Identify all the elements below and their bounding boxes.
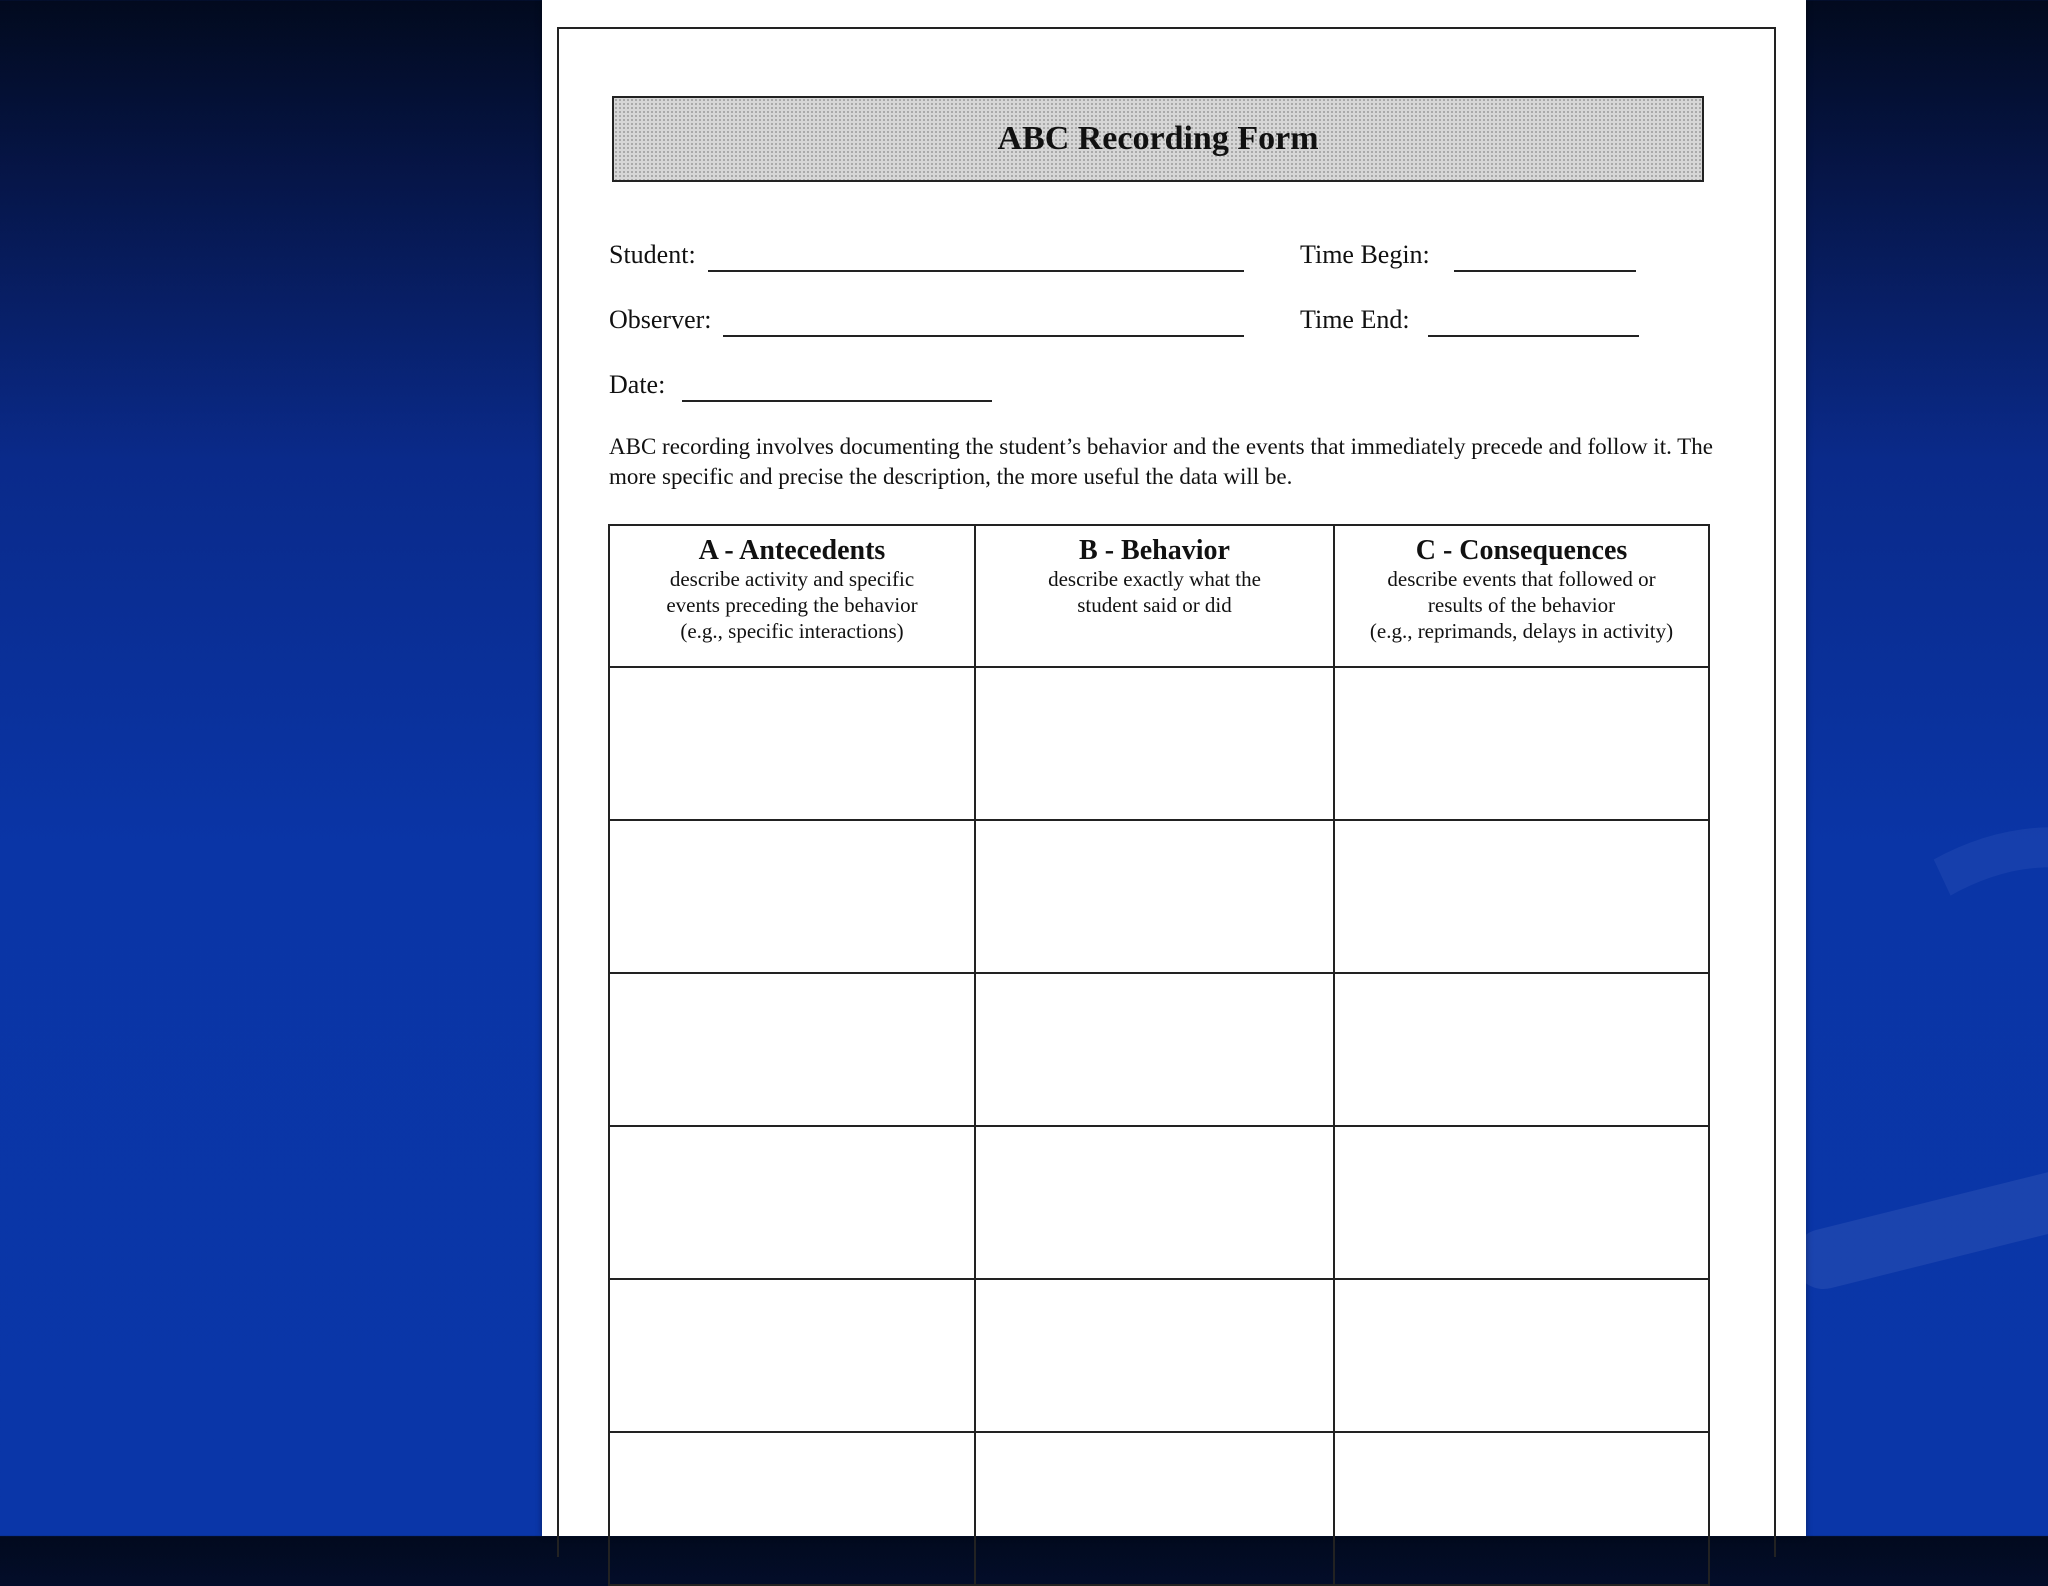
observer-label: Observer: (609, 305, 712, 334)
form-description: ABC recording involves documenting the student’s behavior and the events that immediately precede and follow it. The more specific and precise the description, the more useful the data will be. (609, 434, 1713, 489)
antecedent-cell[interactable] (609, 1126, 975, 1279)
time-begin-field[interactable] (1454, 270, 1636, 272)
time-end-field[interactable] (1428, 335, 1639, 337)
table-row (609, 667, 1709, 820)
antecedent-cell[interactable] (609, 820, 975, 973)
table-row (609, 1126, 1709, 1279)
table-header-row (609, 525, 1709, 667)
consequence-cell[interactable] (1334, 667, 1709, 820)
student-label: Student: (609, 240, 696, 269)
student-field[interactable] (708, 270, 1244, 272)
column-header-consequences: C - Consequences describe events that followed or results of the behavior (e.g., reprimands, delays in activity) (1334, 525, 1709, 667)
consequence-cell[interactable] (1334, 1126, 1709, 1279)
antecedent-cell[interactable] (609, 1279, 975, 1432)
behavior-cell[interactable] (975, 1432, 1334, 1585)
behavior-cell[interactable] (975, 820, 1334, 973)
consequence-cell[interactable] (1334, 1279, 1709, 1432)
behavior-cell[interactable] (975, 1279, 1334, 1432)
column-header-antecedents: A - Antecedents describe activity and specific events preceding the behavior (e.g., specific interactions) (609, 525, 975, 667)
antecedent-cell[interactable] (609, 667, 975, 820)
behavior-cell[interactable] (975, 667, 1334, 820)
column-header-behavior: B - Behavior describe exactly what the student said or did (975, 525, 1334, 667)
antecedent-cell[interactable] (609, 1432, 975, 1585)
behavior-cell[interactable] (975, 973, 1334, 1126)
antecedent-cell[interactable] (609, 973, 975, 1126)
time-begin-label: Time Begin: (1300, 240, 1430, 269)
table-row (609, 973, 1709, 1126)
table-row (609, 1279, 1709, 1432)
table-row (609, 1432, 1709, 1585)
time-end-label: Time End: (1300, 305, 1410, 334)
date-field[interactable] (682, 400, 992, 402)
consequence-cell[interactable] (1334, 820, 1709, 973)
consequence-cell[interactable] (1334, 1432, 1709, 1585)
date-label: Date: (609, 370, 666, 399)
form-title: ABC Recording Form (997, 120, 1319, 157)
behavior-cell[interactable] (975, 1126, 1334, 1279)
abc-table (608, 524, 1710, 1586)
document-page (542, 0, 1806, 1536)
observer-field[interactable] (723, 335, 1244, 337)
table-row (609, 820, 1709, 973)
consequence-cell[interactable] (1334, 973, 1709, 1126)
form-title-bar (612, 96, 1704, 182)
